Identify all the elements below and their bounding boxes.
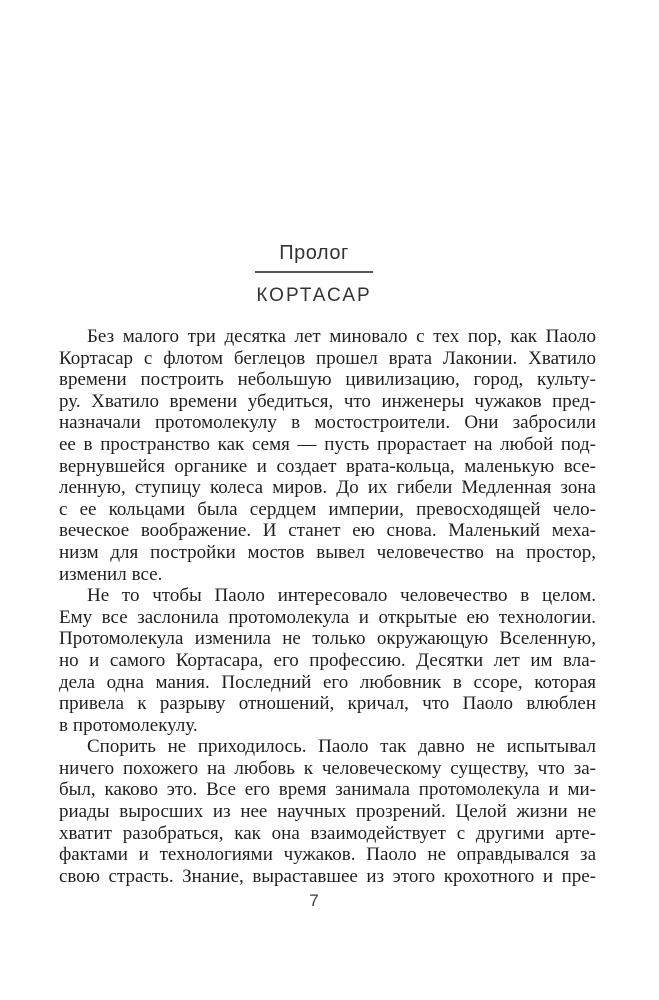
text-line: ее в пространство как семя — пусть прорастает на любой под- [59,433,596,455]
text-line: Не то чтобы Паоло интересовало человечество в целом. [87,585,596,607]
paragraph [59,585,596,736]
text-line: ничего похожего на любовь к человеческому существу, что за- [59,757,596,779]
text-line: хватит разобраться, как она взаимодействует с другими арте- [59,822,596,844]
text-line: был, каково это. Все его время занимала протомолекула и ми- [59,779,596,801]
divider-rule [255,271,373,273]
text-line: веческое воображение. И станет ею снова. Маленький меха- [59,520,596,542]
text-line: вернувшейся органике и создает врата-кольца, маленькую все- [59,455,596,477]
text-line: Протомолекула изменила не только окружающую Вселенную, [59,628,596,650]
chapter-title: КОРТАСАР [256,284,372,306]
text-line: ленную, ступицу колеса миров. До их гибели Медленная зона [59,477,596,499]
paragraph [59,736,596,887]
text-line: с ее кольцами была сердцем империи, превосходящей чело- [59,498,596,520]
text-line: назначали протомолекулу в мостостроители. Они забросили [59,412,596,434]
text-line: времени построить небольшую цивилизацию, город, культу- [59,369,596,391]
text-line: свою страсть. Знание, выраставшее из этого крохотного и пре- [59,865,596,887]
text-line: Без малого три десятка лет миновало с тех пор, как Паоло [87,326,596,347]
paragraph [59,326,596,585]
text-line: фактами и технологиями чужаков. Паоло не оправдывался за [59,844,596,866]
chapter-header [59,243,569,305]
text-line: изменил все. [59,563,163,585]
prologue-label: Пролог [279,242,349,264]
text-line: Кортасар с флотом беглецов прошел врата Лаконии. Хватило [59,347,596,369]
text-line: низм для постройки мостов вывел человечество на простор, [59,541,596,563]
text-line: но и самого Кортасара, его профессию. Десятки лет им вла- [59,649,596,671]
page-number: 7 [309,891,319,910]
body-text [59,326,596,887]
text-line: в протомолекулу. [59,714,198,736]
text-line: риады выросших из нее научных прозрений. Целой жизни не [59,801,596,823]
text-line: Спорить не приходилось. Паоло так давно не испытывал [87,736,596,758]
text-line: дела одна мания. Последний его любовник в ссоре, которая [59,671,596,693]
text-line: ру. Хватило времени убедиться, что инженеры чужаков пред- [59,390,596,412]
text-line: привела к разрыву отношений, кричал, что Паоло влюблен [59,693,596,715]
text-line: Ему все заслонила протомолекула и открытые ею технологии. [59,606,596,628]
